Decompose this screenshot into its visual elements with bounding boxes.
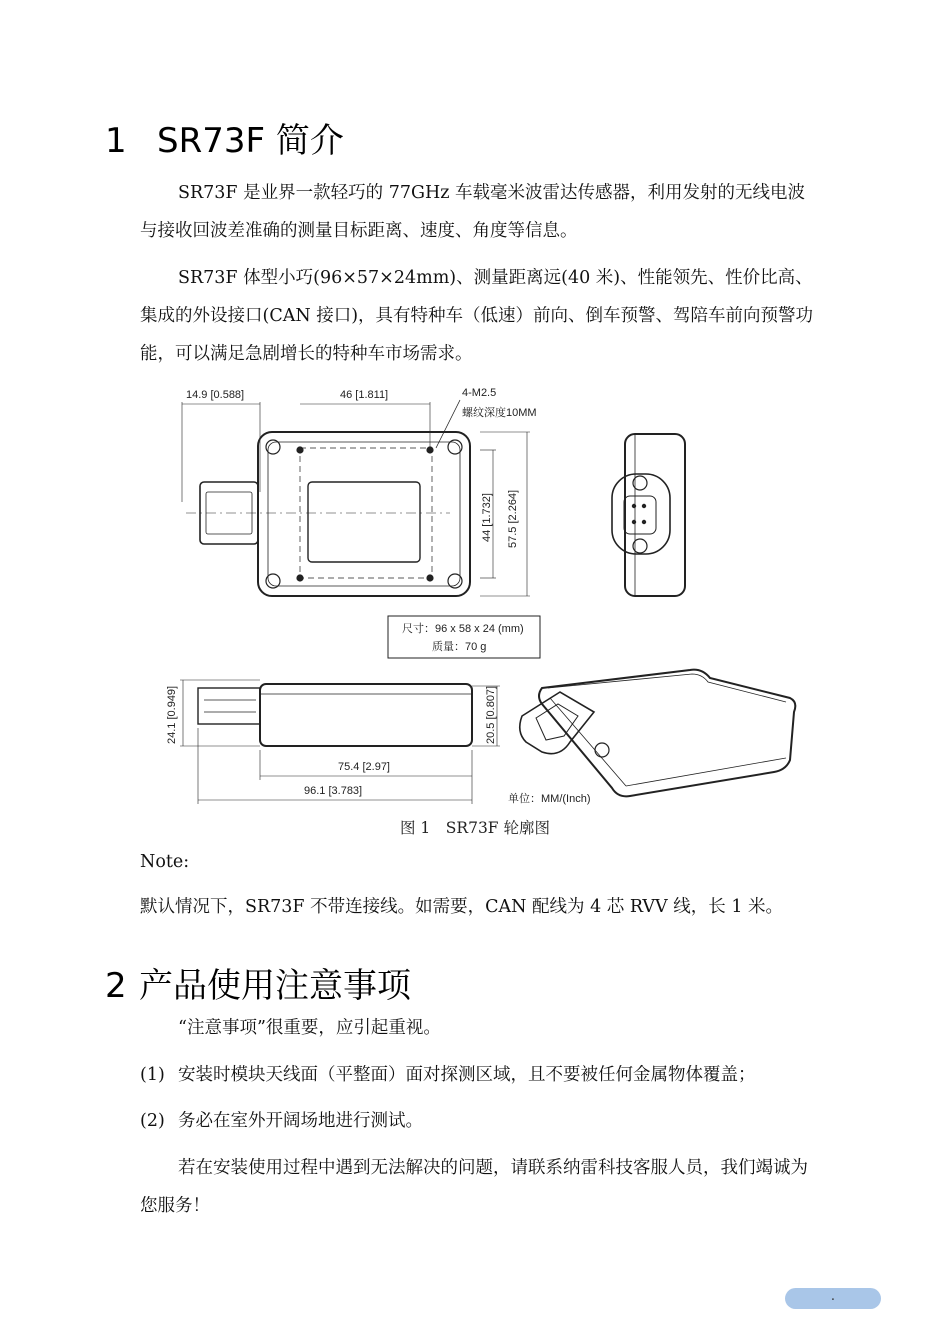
dim-w2: 46 [1.811]: [340, 389, 389, 401]
dim-w1: 14.9 [0.588]: [186, 389, 245, 401]
unit-label: 单位：MM/(Inch): [508, 793, 591, 805]
note-text: 默认情况下，SR73F 不带连接线。如需要，CAN 配线为 4 芯 RVV 线，长 1 米。: [140, 897, 784, 917]
list-item-text: 安装时模块天线面（平整面）面对探测区域，且不要被任何金属物体覆盖；: [178, 1065, 756, 1085]
figure-caption: 图 1 SR73F 轮廓图: [400, 819, 550, 837]
dim-side-h: 24.1 [0.949]: [166, 685, 178, 744]
list-marker: (2): [140, 1111, 165, 1131]
dim-h2: 57.5 [2.264]: [507, 489, 519, 548]
section-2-heading: [105, 958, 411, 1007]
page-number: .: [830, 1289, 836, 1304]
note-label: Note:: [140, 852, 190, 872]
dim-screw: 4-M2.5: [462, 387, 497, 399]
section-1-heading: [105, 113, 344, 162]
spec-mass: 质量：70 g: [432, 641, 487, 653]
spec-size: 尺寸：96 x 58 x 24 (mm): [402, 623, 524, 635]
side-view-body: [260, 684, 472, 746]
list-item-text: 务必在室外开阔场地进行测试。: [178, 1111, 423, 1131]
section-number: 1: [105, 121, 127, 161]
dim-len2: 96.1 [3.783]: [304, 785, 363, 797]
page-indicator: [785, 1288, 881, 1309]
list-item: [140, 1056, 830, 1094]
features-paragraph: SR73F 体型小巧(96×57×24mm)、测量距离远(40 米)、性能领先、性价比高、集成的外设接口(CAN 接口)，具有特种车（低速）前向、倒车预警、驾陪车前向预警功能，可以满足急剧增长的特种车市场需求。: [140, 268, 814, 364]
dim-h1: 44 [1.732]: [481, 493, 493, 542]
outline-drawing: [150, 382, 820, 812]
list-item: [140, 1102, 830, 1140]
top-view-body: [258, 432, 470, 596]
dim-len1: 75.4 [2.97]: [338, 761, 390, 773]
section-title: SR73F 简介: [157, 121, 344, 161]
end-view-body: [625, 434, 685, 596]
dim-thread: 螺纹深度10MM: [462, 407, 537, 419]
closing-paragraph: 若在安装使用过程中遇到无法解决的问题，请联系纳雷科技客服人员，我们竭诚为您服务！: [140, 1158, 808, 1216]
section-title: 产品使用注意事项: [139, 966, 411, 1006]
list-marker: (1): [140, 1065, 165, 1085]
intro-paragraph: SR73F 是业界一款轻巧的 77GHz 车载毫米波雷达传感器，利用发射的无线电波与接收回波差准确的测量目标距离、速度、角度等信息。: [140, 183, 805, 241]
dim-body-h: 20.5 [0.807]: [485, 685, 497, 744]
caution-intro: “注意事项”很重要，应引起重视。: [178, 1018, 441, 1038]
section-number: 2: [105, 966, 127, 1006]
top-view-window: [308, 482, 420, 562]
